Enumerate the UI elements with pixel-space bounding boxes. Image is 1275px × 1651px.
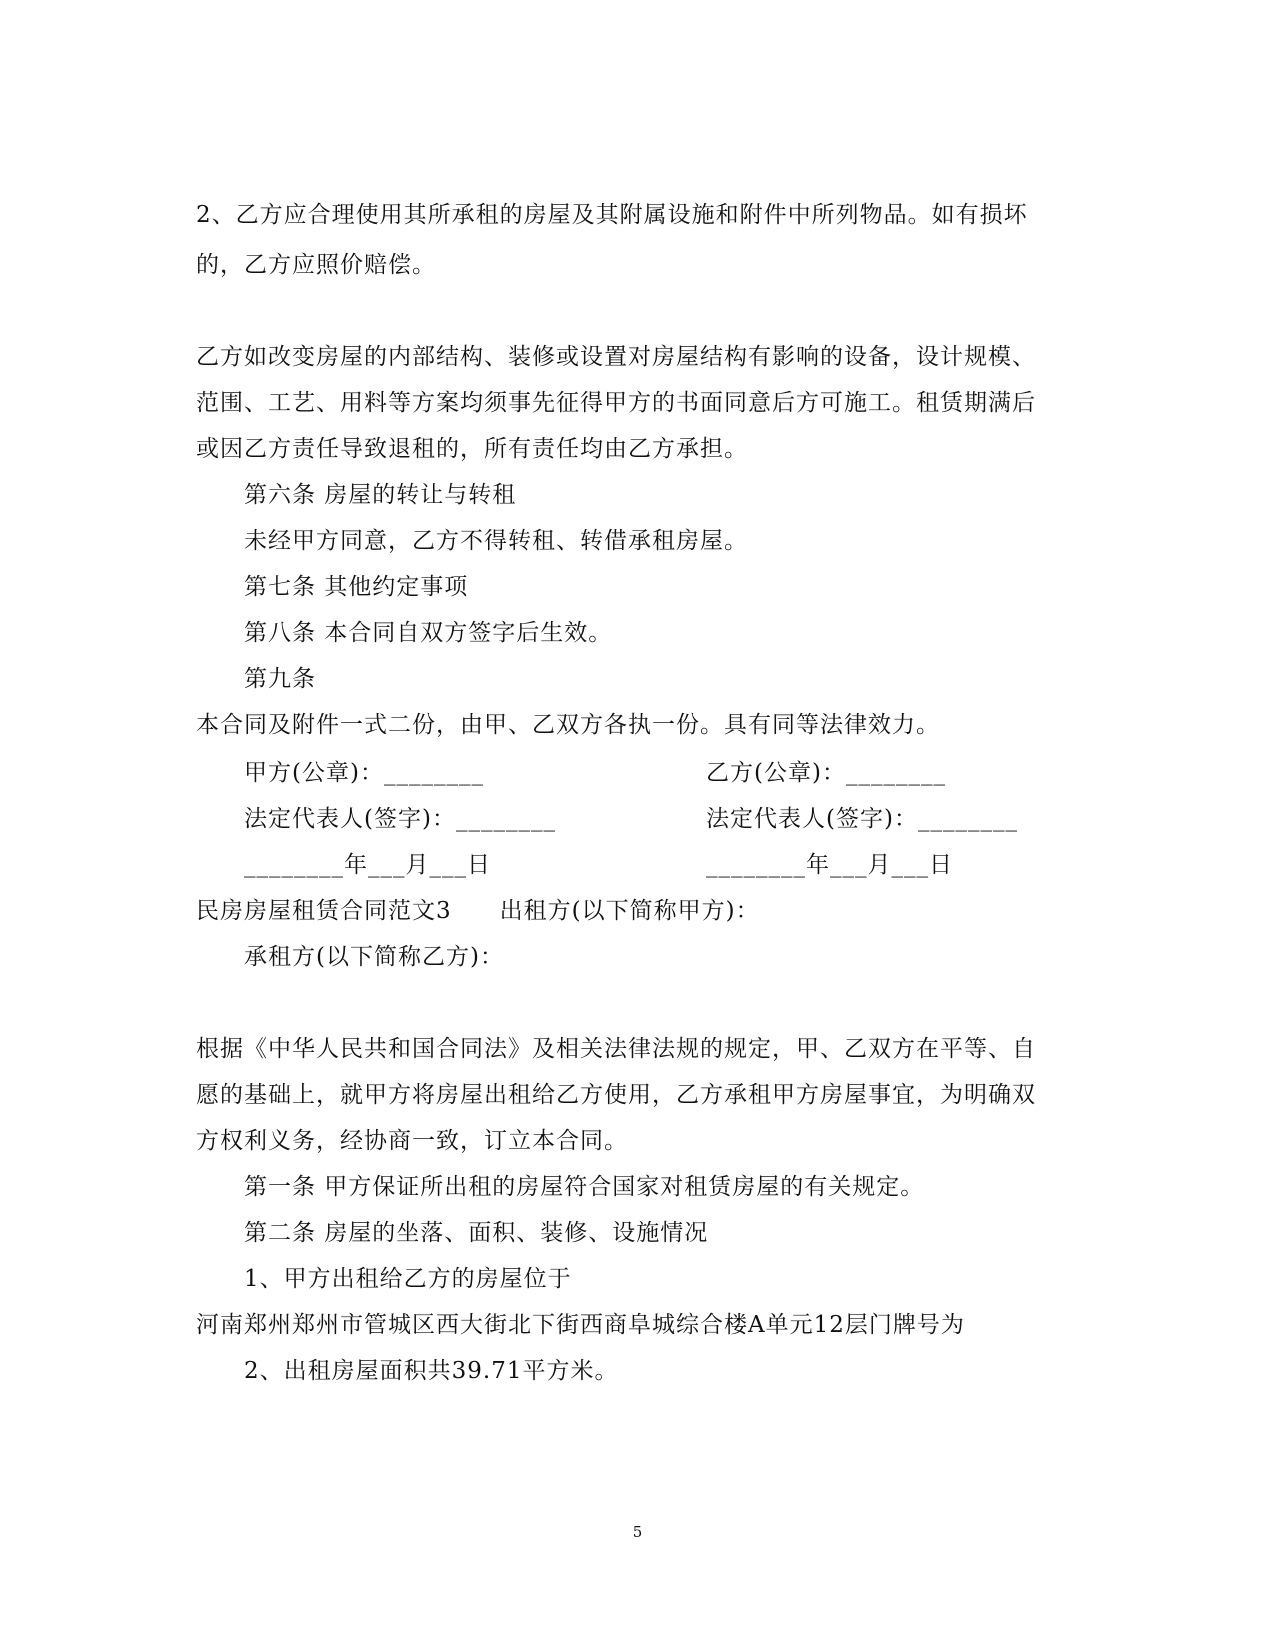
list-item: 1、甲方出租给乙方的房屋位于: [244, 1266, 572, 1292]
article-title: 第九条: [244, 666, 316, 692]
article-text: 本合同及附件一式二份，由甲、乙双方各执一份。具有同等法律效力。: [196, 712, 940, 738]
paragraph-line: 2、乙方应合理使用其所承租的房屋及其附属设施和附件中所列物品。如有损坏: [196, 202, 1028, 228]
paragraph-line: 的，乙方应照价赔偿。: [196, 252, 436, 278]
paragraph-line: 根据《中华人民共和国合同法》及相关法律法规的规定，甲、乙双方在平等、自: [196, 1036, 1036, 1062]
list-item: 2、出租房屋面积共39.71平方米。: [244, 1358, 619, 1384]
article-title: 第二条 房屋的坐落、面积、装修、设施情况: [244, 1220, 709, 1246]
address-line: 河南郑州郑州市管城区西大街北下街西商阜城综合楼A单元12层门牌号为: [196, 1312, 965, 1338]
party-a-representative: 法定代表人(签字)：________: [244, 806, 556, 832]
paragraph-line: 乙方如改变房屋的内部结构、装修或设置对房屋结构有影响的设备，设计规模、: [196, 344, 1036, 370]
party-b-date: ________年___月___日: [706, 852, 953, 878]
article-text: 未经甲方同意，乙方不得转租、转借承租房屋。: [244, 528, 748, 554]
article-text: 第八条 本合同自双方签字后生效。: [244, 620, 613, 646]
article-title: 第七条 其他约定事项: [244, 574, 469, 600]
lessee-line: 承租方(以下简称乙方)：: [244, 944, 504, 970]
party-a-date: ________年___月___日: [244, 852, 491, 878]
paragraph-line: 方权利义务，经协商一致，订立本合同。: [196, 1128, 628, 1154]
paragraph-line: 愿的基础上，就甲方将房屋出租给乙方使用，乙方承租甲方房屋事宜，为明确双: [196, 1082, 1036, 1108]
page-number: 5: [632, 1523, 643, 1541]
party-a-seal: 甲方(公章)：________: [244, 760, 484, 786]
party-b-representative: 法定代表人(签字)：________: [706, 806, 1018, 832]
paragraph-line: 范围、工艺、用料等方案均须事先征得甲方的书面同意后方可施工。租赁期满后: [196, 390, 1036, 416]
contract-heading: 民房房屋租赁合同范文3 出租方(以下简称甲方)：: [196, 898, 760, 924]
paragraph-line: 或因乙方责任导致退租的，所有责任均由乙方承担。: [196, 436, 748, 462]
article-title: 第六条 房屋的转让与转租: [244, 482, 517, 508]
party-b-seal: 乙方(公章)：________: [706, 760, 946, 786]
article-text: 第一条 甲方保证所出租的房屋符合国家对租赁房屋的有关规定。: [244, 1174, 925, 1200]
